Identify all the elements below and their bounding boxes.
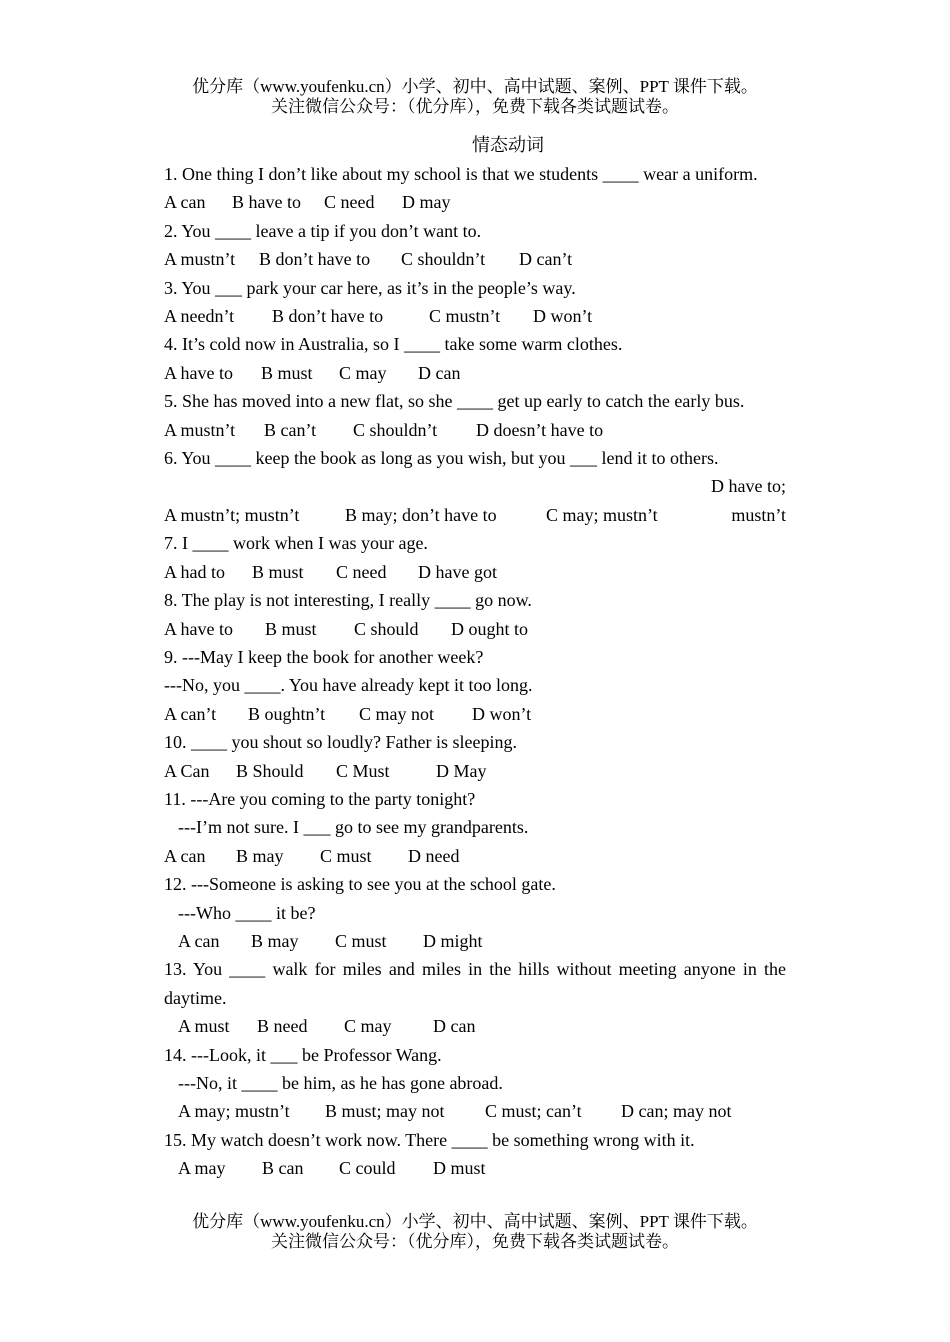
option: D must: [433, 1158, 486, 1179]
option: D doesn’t have to: [476, 419, 604, 440]
answer-options: [164, 842, 786, 870]
question-text: 9. ---May I keep the book for another week?: [164, 646, 484, 667]
answer-options: [164, 302, 786, 330]
option: C need: [324, 192, 375, 213]
option: B may; don’t have to: [345, 504, 497, 525]
answer-options: [164, 927, 786, 955]
option: C should: [354, 618, 419, 639]
option: C may not: [359, 703, 434, 724]
option: A may: [178, 1158, 226, 1179]
option: C must: [320, 845, 372, 866]
option: D might: [423, 930, 483, 951]
answer-options: [164, 416, 786, 444]
option: A have to: [164, 618, 233, 639]
option: C shouldn’t: [401, 249, 486, 270]
option: D can’t: [519, 249, 573, 270]
answer-options: [164, 558, 786, 586]
header-line-1: 优分库（www.youfenku.cn）小学、初中、高中试题、案例、PPT 课件下载。: [192, 77, 758, 96]
option: D can: [433, 1016, 476, 1037]
option: C need: [336, 561, 387, 582]
option: D need: [408, 845, 460, 866]
option: B can: [262, 1158, 304, 1179]
option: A needn’t: [164, 306, 235, 327]
question-text: 4. It’s cold now in Australia, so I ____ take some warm clothes.: [164, 334, 623, 355]
answer-options: [164, 700, 786, 728]
page-footer: [0, 1212, 950, 1252]
option: D can: [418, 362, 461, 383]
question-text: 3. You ___ park your car here, as it’s in the people’s way.: [164, 277, 576, 298]
option: D have to; mustn’t: [711, 476, 786, 525]
question-text: 1. One thing I don’t like about my school is that we students ____ wear a uniform.: [164, 164, 758, 184]
option: B may: [236, 845, 284, 866]
option: B Should: [236, 760, 304, 781]
option: D ought to: [451, 618, 529, 639]
option: D won’t: [533, 306, 593, 327]
option: B need: [257, 1016, 308, 1037]
question-text: 12. ---Someone is asking to see you at the school gate.: [164, 874, 556, 895]
option: A can: [178, 930, 220, 951]
header-line-2: 关注微信公众号：（优分库），免费下载各类试题试卷。: [271, 97, 679, 116]
option: B must: [252, 561, 304, 582]
option: B must: [261, 362, 313, 383]
option: B must: [265, 618, 317, 639]
option: A can’t: [164, 703, 217, 724]
option: A have to: [164, 362, 233, 383]
answer-options: [164, 757, 786, 785]
question-text: 13. You ____ walk for miles and miles in the hills without meeting anyone in the daytime.: [164, 959, 786, 1008]
answer-options: [164, 615, 786, 643]
option: B don’t have to: [272, 306, 384, 327]
option: D may: [402, 192, 451, 213]
question-text: 14. ---Look, it ___ be Professor Wang.: [164, 1044, 442, 1065]
option: C Must: [336, 760, 390, 781]
footer-line-1: 优分库（www.youfenku.cn）小学、初中、高中试题、案例、PPT 课件下载。: [192, 1212, 758, 1231]
option: A may; mustn’t: [178, 1101, 290, 1122]
question-text: ---Who ____ it be?: [178, 902, 316, 923]
answer-options: [164, 245, 786, 273]
footer-line-2: 关注微信公众号：（优分库），免费下载各类试题试卷。: [271, 1232, 679, 1251]
option: C could: [339, 1158, 396, 1179]
question-text: 8. The play is not interesting, I really ____ go now.: [164, 590, 532, 611]
option: C must; can’t: [485, 1101, 582, 1122]
answer-options: [164, 359, 786, 387]
option: A can: [164, 192, 206, 213]
answer-options: [164, 188, 786, 216]
question-text: ---No, it ____ be him, as he has gone abroad.: [178, 1073, 503, 1093]
option: B may: [251, 930, 299, 951]
answer-options: [164, 1012, 786, 1040]
option: A must: [178, 1016, 230, 1037]
option: A had to: [164, 561, 225, 582]
question-text: 5. She has moved into a new flat, so she ____ get up early to catch the early bus.: [164, 391, 745, 412]
answer-options: [164, 1097, 786, 1125]
option: C must: [335, 930, 387, 951]
question-text: ---I’m not sure. I ___ go to see my grandparents.: [178, 817, 529, 838]
option: C shouldn’t: [353, 419, 438, 440]
question-text: 15. My watch doesn’t work now. There ____ be something wrong with it.: [164, 1129, 695, 1150]
option: B don’t have to: [259, 249, 371, 270]
option: D won’t: [472, 703, 532, 724]
question-text: 6. You ____ keep the book as long as you wish, but you ___ lend it to others.: [164, 448, 719, 469]
option: A mustn’t: [164, 249, 236, 270]
option: B can’t: [264, 419, 317, 440]
option: D May: [436, 760, 487, 781]
question-text: 10. ____ you shout so loudly? Father is sleeping.: [164, 732, 517, 753]
option: A can: [164, 845, 206, 866]
option: A Can: [164, 760, 210, 781]
option: D can; may not: [621, 1101, 732, 1122]
option: C may: [344, 1016, 392, 1037]
page-header: [0, 77, 950, 117]
page-title: 情态动词: [472, 135, 544, 155]
option: B have to: [232, 192, 301, 213]
option: C may: [339, 362, 387, 383]
option: C may; mustn’t: [546, 504, 658, 525]
question-text: 2. You ____ leave a tip if you don’t want to.: [164, 220, 482, 241]
option: A mustn’t; mustn’t: [164, 504, 300, 525]
question-text: 7. I ____ work when I was your age.: [164, 533, 428, 554]
question-text: 11. ---Are you coming to the party tonight?: [164, 788, 476, 809]
option: C mustn’t: [429, 306, 501, 327]
question-list: [164, 160, 786, 1183]
option: A mustn’t: [164, 419, 236, 440]
option: B must; may not: [325, 1101, 445, 1122]
answer-options: [164, 1154, 786, 1182]
question-text: ---No, you ____. You have already kept it too long.: [164, 675, 533, 696]
option: B oughtn’t: [248, 703, 326, 724]
answer-options: [164, 472, 786, 529]
option: D have got: [418, 561, 497, 582]
